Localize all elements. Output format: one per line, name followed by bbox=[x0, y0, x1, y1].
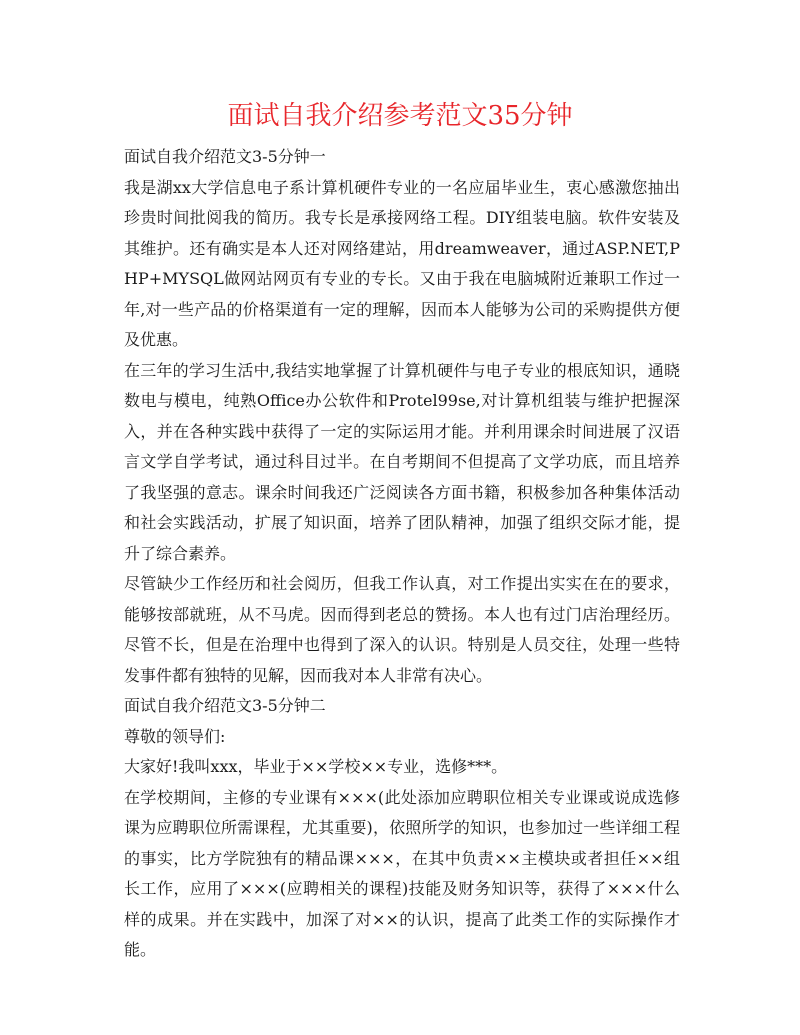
paragraph-salutation: 尊敬的领导们: bbox=[124, 726, 226, 746]
paragraph-study: 在三年的学习生活中,我结实地掌握了计算机硬件与电子专业的根底知识，通晓数电与模电，纯熟Office办公软件和Protel99se,对计算机组装与维护把握深入，并在各种实践中获得了一定的实际运用才能。并利用课余时间进展了汉语言文学自学考试，通过科目过半。在自考期间不但提高了文学功底，而且培养了我坚强的意志。课余时间我还广泛阅读各方面书籍，积极参加各种集体活动和社会实践活动，扩展了知识面，培养了团队精神，加强了组织交际才能，提升了综合素养。 bbox=[124, 360, 680, 563]
document-body bbox=[124, 142, 680, 966]
section-heading-2: 面试自我介绍范文3-5分钟二 bbox=[124, 696, 326, 715]
paragraph-greeting: 大家好!我叫xxx，毕业于××学校××专业，选修***。 bbox=[124, 757, 508, 776]
paragraph-school: 在学校期间，主修的专业课有×××(此处添加应聘职位相关专业课或说成选修课为应聘职位所需课程，尤其重要)，依照所学的知识，也参加过一些详细工程的事实，比方学院独有的精品课×××，在其中负责××主模块或者担任××组长工作，应用了×××(应聘相关的课程)技能及财务知识等，获得了×××什么样的成果。并在实践中，加深了对××的认识，提高了此类工作的实际操作才能。 bbox=[124, 787, 680, 959]
paragraph-intro: 我是湖xx大学信息电子系计算机硬件专业的一名应届毕业生，衷心感激您抽出珍贵时间批阅我的简历。我专长是承接网络工程。DIY组装电脑。软件安装及其维护。还有确实是本人还对网络建站，用dreamweaver，通过ASP.NET,PHP+MYSQL做网站网页有专业的专长。又由于我在电脑城附近兼职工作过一年,对一些产品的价格渠道有一定的理解，因而本人能够为公司的采购提供方便及优惠。 bbox=[124, 177, 680, 349]
document-title: 面试自我介绍参考范文35分钟 bbox=[227, 101, 573, 131]
paragraph-experience: 尽管缺少工作经历和社会阅历，但我工作认真，对工作提出实实在在的要求，能够按部就班，从不马虎。因而得到老总的赞扬。本人也有过门店治理经历。尽管不长，但是在治理中也得到了深入的认识。特别是人员交往，处理一些特发事件都有独特的见解，因而我对本人非常有决心。 bbox=[124, 574, 680, 685]
section-heading-1: 面试自我介绍范文3-5分钟一 bbox=[124, 147, 326, 166]
